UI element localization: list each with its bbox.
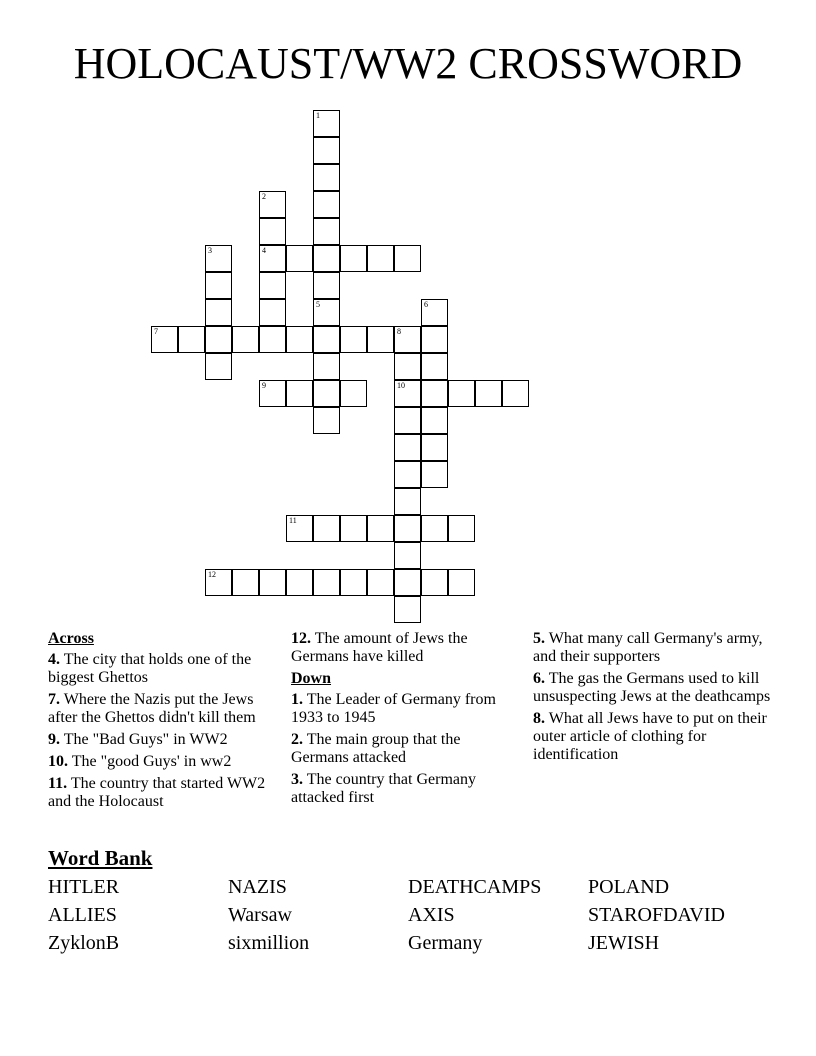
grid-cell[interactable] xyxy=(394,434,421,461)
cell-number: 6 xyxy=(424,300,428,309)
grid-cell[interactable] xyxy=(259,569,286,596)
grid-cell[interactable] xyxy=(259,326,286,353)
down-clue-3 xyxy=(291,771,521,807)
grid-cell[interactable] xyxy=(421,515,448,542)
grid-cell[interactable] xyxy=(313,380,340,407)
clue-number: 11. xyxy=(48,775,68,792)
word-bank-row xyxy=(48,929,788,957)
grid-cell[interactable] xyxy=(259,272,286,299)
grid-cell[interactable] xyxy=(394,380,421,407)
word-bank-word: ALLIES xyxy=(48,904,117,926)
grid-cell[interactable] xyxy=(313,110,340,137)
clue-text: Where the Nazis put the Jews after the Ghettos didn't kill them xyxy=(48,691,256,726)
grid-cell[interactable] xyxy=(259,218,286,245)
grid-cell[interactable] xyxy=(313,245,340,272)
cell-number: 12 xyxy=(208,570,216,579)
grid-cell[interactable] xyxy=(421,569,448,596)
clues-column-3 xyxy=(533,630,773,768)
cell-number: 7 xyxy=(154,327,158,336)
down-clue-2 xyxy=(291,731,521,767)
grid-cell[interactable] xyxy=(286,515,313,542)
grid-cell[interactable] xyxy=(286,245,313,272)
across-clue-4 xyxy=(48,651,278,687)
grid-cell[interactable] xyxy=(313,407,340,434)
across-clue-9 xyxy=(48,731,278,749)
grid-cell[interactable] xyxy=(448,515,475,542)
grid-cell[interactable] xyxy=(475,380,502,407)
clue-text: What all Jews have to put on their outer article of clothing for identification xyxy=(533,710,767,763)
grid-cell[interactable] xyxy=(232,326,259,353)
grid-cell[interactable] xyxy=(259,191,286,218)
grid-cell[interactable] xyxy=(313,164,340,191)
word-bank-word: JEWISH xyxy=(588,932,660,954)
word-bank-word: STAROFDAVID xyxy=(588,904,725,926)
grid-cell[interactable] xyxy=(340,515,367,542)
clue-number: 9. xyxy=(48,731,60,748)
clue-text: The "Bad Guys" in WW2 xyxy=(60,731,228,748)
grid-cell[interactable] xyxy=(421,353,448,380)
clue-number: 4. xyxy=(48,651,60,668)
grid-cell[interactable] xyxy=(394,596,421,623)
word-bank-word: Germany xyxy=(408,932,483,954)
grid-cell[interactable] xyxy=(313,137,340,164)
grid-cell[interactable] xyxy=(286,569,313,596)
cell-number: 11 xyxy=(289,516,297,525)
grid-cell[interactable] xyxy=(421,407,448,434)
grid-cell[interactable] xyxy=(502,380,529,407)
grid-cell[interactable] xyxy=(394,407,421,434)
grid-cell[interactable] xyxy=(313,299,340,326)
word-bank-row xyxy=(48,873,788,901)
grid-cell[interactable] xyxy=(205,299,232,326)
cell-number: 1 xyxy=(316,111,320,120)
word-bank-word: ZyklonB xyxy=(48,932,120,954)
across-clue-10 xyxy=(48,753,278,771)
grid-cell[interactable] xyxy=(313,326,340,353)
grid-cell[interactable] xyxy=(313,515,340,542)
grid-cell[interactable] xyxy=(367,569,394,596)
grid-cell[interactable] xyxy=(367,515,394,542)
grid-cell[interactable] xyxy=(259,245,286,272)
grid-cell[interactable] xyxy=(394,245,421,272)
page-title: HOLOCAUST/WW2 CROSSWORD xyxy=(73,39,743,88)
grid-cell[interactable] xyxy=(394,353,421,380)
clue-text: The country that Germany attacked first xyxy=(291,771,476,806)
clue-number: 1. xyxy=(291,691,303,708)
clue-number: 2. xyxy=(291,731,303,748)
down-clue-5 xyxy=(533,630,773,666)
grid-cell[interactable] xyxy=(232,569,259,596)
word-bank-word: NAZIS xyxy=(228,876,287,898)
cell-number: 2 xyxy=(262,192,266,201)
grid-cell[interactable] xyxy=(340,569,367,596)
clue-text: What many call Germany's army, and their supporters xyxy=(533,630,763,665)
clues-column-2 xyxy=(291,630,521,811)
across-header: Across xyxy=(48,630,94,647)
clue-number: 10. xyxy=(48,753,68,770)
grid-cell[interactable] xyxy=(259,380,286,407)
grid-cell[interactable] xyxy=(286,380,313,407)
clues-column-1 xyxy=(48,630,278,815)
grid-cell[interactable] xyxy=(421,461,448,488)
grid-cell[interactable] xyxy=(313,569,340,596)
grid-cell[interactable] xyxy=(421,299,448,326)
grid-cell[interactable] xyxy=(259,299,286,326)
grid-cell[interactable] xyxy=(151,326,178,353)
grid-cell[interactable] xyxy=(394,461,421,488)
word-bank-row xyxy=(48,901,788,929)
clue-number: 5. xyxy=(533,630,545,647)
cell-number: 4 xyxy=(262,246,266,255)
grid-cell[interactable] xyxy=(313,272,340,299)
word-bank-word: POLAND xyxy=(588,876,670,898)
grid-cell[interactable] xyxy=(394,515,421,542)
clue-text: The "good Guys' in ww2 xyxy=(68,753,232,770)
cell-number: 5 xyxy=(316,300,320,309)
grid-cell[interactable] xyxy=(205,245,232,272)
across-clue-11 xyxy=(48,775,278,811)
grid-cell[interactable] xyxy=(421,380,448,407)
word-bank-word: HITLER xyxy=(48,876,120,898)
clue-number: 7. xyxy=(48,691,60,708)
grid-cell[interactable] xyxy=(448,569,475,596)
clue-text: The country that started WW2 and the Holocaust xyxy=(48,775,266,810)
cell-number: 10 xyxy=(397,381,405,390)
clue-text: The city that holds one of the biggest Ghettos xyxy=(48,651,252,686)
grid-cell[interactable] xyxy=(340,326,367,353)
grid-cell[interactable] xyxy=(448,380,475,407)
grid-cell[interactable] xyxy=(286,326,313,353)
grid-cell[interactable] xyxy=(340,245,367,272)
grid-cell[interactable] xyxy=(205,353,232,380)
grid-cell[interactable] xyxy=(340,380,367,407)
grid-cell[interactable] xyxy=(367,245,394,272)
down-clue-8 xyxy=(533,710,773,764)
grid-cell[interactable] xyxy=(367,326,394,353)
across-clue-7 xyxy=(48,691,278,727)
word-bank xyxy=(48,873,788,957)
clue-number: 12. xyxy=(291,630,311,647)
grid-cell[interactable] xyxy=(205,326,232,353)
grid-cell[interactable] xyxy=(313,353,340,380)
clue-text: The main group that the Germans attacked xyxy=(291,731,461,766)
grid-cell[interactable] xyxy=(205,569,232,596)
word-bank-word: DEATHCAMPS xyxy=(408,876,542,898)
grid-cell[interactable] xyxy=(394,488,421,515)
clue-number: 3. xyxy=(291,771,303,788)
down-header: Down xyxy=(291,670,332,687)
grid-cell[interactable] xyxy=(421,434,448,461)
grid-cell[interactable] xyxy=(394,542,421,569)
down-clue-6 xyxy=(533,670,773,706)
grid-cell[interactable] xyxy=(313,191,340,218)
clue-text: The gas the Germans used to kill unsuspecting Jews at the deathcamps xyxy=(533,670,771,705)
word-bank-word: Warsaw xyxy=(228,904,292,926)
clue-text: The amount of Jews the Germans have killed xyxy=(291,630,468,665)
word-bank-word: AXIS xyxy=(408,904,455,926)
clue-number: 8. xyxy=(533,710,545,727)
grid-cell[interactable] xyxy=(394,326,421,353)
across-clue-12 xyxy=(291,630,521,666)
grid-cell[interactable] xyxy=(178,326,205,353)
word-bank-word: sixmillion xyxy=(228,932,310,954)
grid-cell[interactable] xyxy=(421,326,448,353)
down-clue-1 xyxy=(291,691,521,727)
cell-number: 3 xyxy=(208,246,212,255)
clue-number: 6. xyxy=(533,670,545,687)
grid-cell[interactable] xyxy=(205,272,232,299)
grid-cell[interactable] xyxy=(394,569,421,596)
cell-number: 8 xyxy=(397,327,401,336)
cell-number: 9 xyxy=(262,381,266,390)
grid-cell[interactable] xyxy=(313,218,340,245)
clue-text: The Leader of Germany from 1933 to 1945 xyxy=(291,691,496,726)
word-bank-title: Word Bank xyxy=(48,846,153,870)
